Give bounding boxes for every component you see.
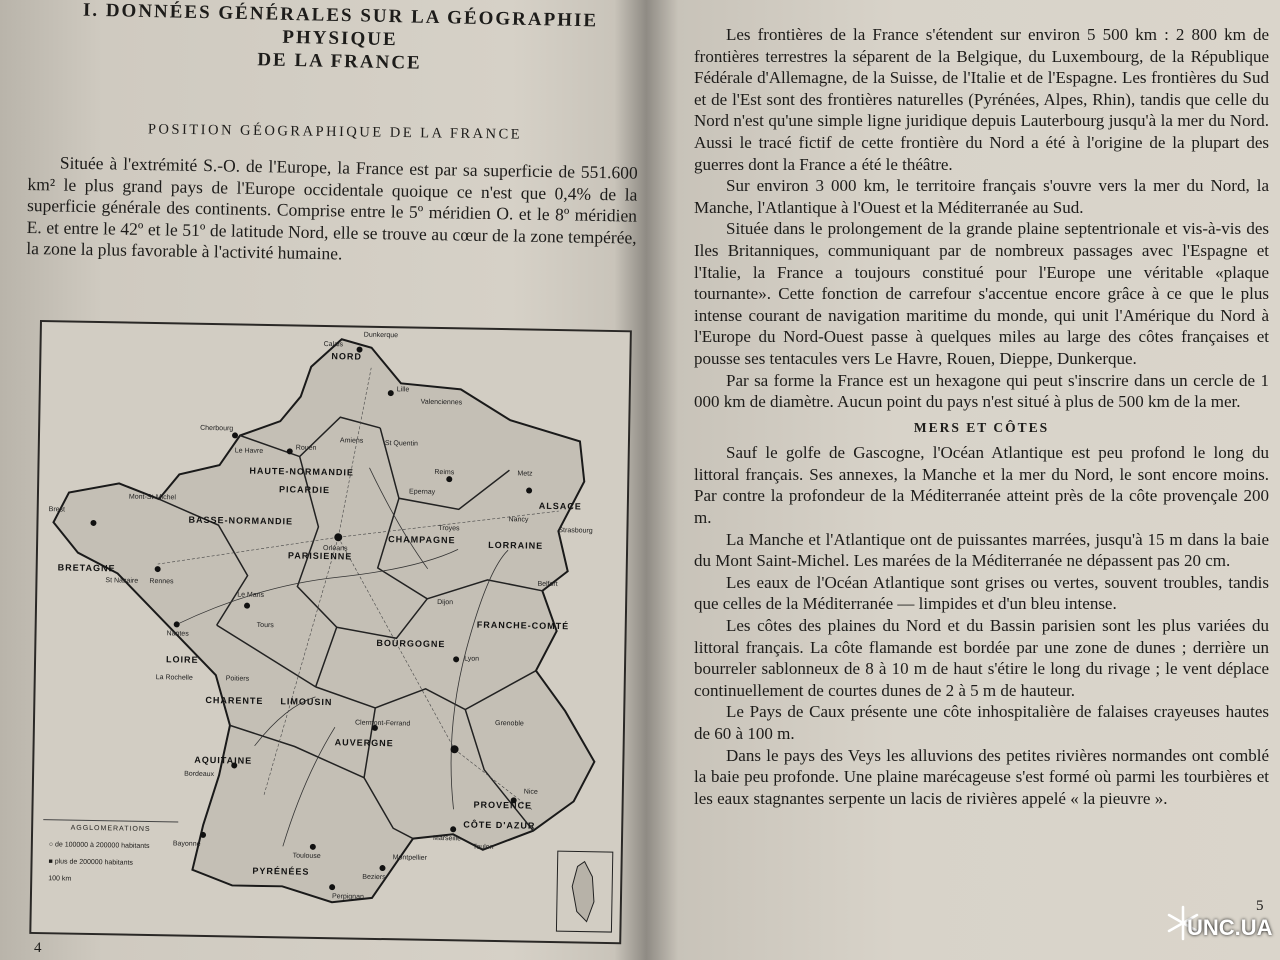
section-title: POSITION GÉOGRAPHIQUE DE LA FRANCE	[147, 121, 523, 143]
city-label-strasbourg: Strasbourg	[558, 527, 593, 535]
city-label-amiens: Amiens	[339, 437, 364, 445]
city-label-belfort: Belfort	[537, 580, 558, 589]
right-paragraph-1: Les frontières de la France s'étendent sur environ 5 500 km : 2 800 km de frontières terrestres la séparent de la Belgique, du Luxembourg, de la République Fédérale d'Allemagne, de la Suisse, de l'Italie et de l'Espagne. Les frontières du Sud et de l'Est sont des frontières naturelles (Pyrénées, Alpes, Rhin), tandis que celle du Nord n'est qu'une simple ligne juridique depuis Lauterbourg jusqu'à la mer du Nord. Aussi le tracé fictif de cette frontière du Nord a été à l'origine de la plupart des guerres dont la France a été le théâtre.	[694, 25, 1269, 174]
city-label-valenciennes: Valenciennes	[420, 398, 463, 407]
region-label-franche-comte: FRANCHE-COMTÉ	[476, 619, 570, 632]
city-label-calais: Calais	[323, 340, 344, 349]
city-label-lyon: Lyon	[464, 655, 480, 663]
city-label-grenoble: Grenoble	[494, 720, 524, 728]
right-paragraph-6: La Manche et l'Atlantique ont de puissantes marrées, jusqu'à 15 m dans la baie du Mont Saint-Michel. Les marées de la Méditerranée ne dépassent pas 20 cm.	[694, 529, 1269, 571]
city-label-le-havre: Le Havre	[234, 447, 264, 455]
legend-scale: 100 km	[48, 875, 72, 883]
city-label-nice: Nice	[523, 788, 538, 796]
left-paragraph: Située à l'extrémité S.-O. de l'Europe, la France est par sa superficie de 551.600 km² le plus grand pays de l'Europe occidentale quoique ce n'est que 0,4% de la superficie générale des continents. Comprise entre le 5º méridien O. et le 8º méridien E. et entre le 42º et le 51º de latitude Nord, elle se trouve au cœur de la zone tempérée, la zone la plus favorable à l'activité humaine.	[26, 152, 638, 264]
city-label-toulouse: Toulouse	[292, 852, 321, 860]
city-label-beziers: Beziers	[362, 873, 386, 882]
watermark-text: UNC.UA	[1187, 915, 1273, 940]
city-label-reims: Reims	[434, 468, 455, 477]
city-label-montpellier: Montpellier	[392, 854, 427, 862]
legend-row-large: ■ plus de 200000 habitants	[48, 858, 134, 867]
city-label-epernay: Epernay	[408, 488, 436, 496]
sub-heading-mers-et-cotes: MERS ET CÔTES	[913, 419, 1050, 435]
chapter-title-line1: I. DONNÉES GÉNÉRALES SUR LA GÉOGRAPHIE PHYSIQUE	[82, 0, 599, 51]
right-paragraph-7: Les eaux de l'Océan Atlantique sont grises ou vertes, souvent troubles, tandis que celles de la Méditerranée — limpides et d'un bleu intense.	[694, 572, 1269, 614]
city-label-metz: Metz	[517, 470, 533, 478]
city-label-perpignan: Perpignan	[331, 893, 364, 901]
right-paragraph-10: Dans le pays des Veys les alluvions des petites rivières normandes ont comblé la baie peu profonde. Une plaine marécageuse s'est formé où parmi les tourbières et les eaux stagnantes serpente un lacis de rivières appelé « la pieuvre ».	[694, 745, 1269, 808]
region-label-champagne: CHAMPAGNE	[388, 534, 456, 546]
city-label-st-quentin: St Quentin	[384, 440, 419, 448]
right-paragraph-2: Sur environ 3 000 km, le territoire français s'ouvre vers la mer du Nord, la Manche, l'Atlantique à l'Ouest et la Méditerranée au Sud.	[694, 176, 1269, 217]
france-map	[29, 320, 632, 944]
city-label-poitiers: Poitiers	[225, 675, 250, 683]
right-paragraph-3: Située dans le prolongement de la grande plaine septentrionale et vis-à-vis des Iles Britanniques, communiquant par de nombreux passages avec l'Espagne et l'Italie, la France a toujours constitué pour l'Europe une véritable «plaque tournante». Cette fonction de carrefour s'accentue encore grâce à ce que le plus intense courant de navigation maritime du monde, qui unit l'Amérique du Nord à l'Europe du Nord-Ouest passe à quelques miles au large des côtes françaises et pousse ses tentacules vers Le Havre, Rouen, Dieppe, Dunkerque.	[694, 219, 1269, 368]
region-label-lorraine: LORRAINE	[488, 539, 544, 551]
city-label-bordeaux: Bordeaux	[184, 770, 215, 779]
city-label-toulon: Toulon	[472, 843, 494, 851]
region-label-provence: PROVENCE	[473, 799, 533, 811]
region-label-bourgogne: BOURGOGNE	[376, 637, 446, 650]
right-paragraph-4: Par sa forme la France est un hexagone qui peut s'inscrire dans un cercle de 1 000 km de diamètre. Aucun point du pays n'est situé à plus de 500 km de la mer.	[694, 370, 1269, 412]
corsica-outline	[572, 861, 595, 921]
chapter-title-line2: DE LA FRANCE	[257, 49, 422, 74]
region-label-cote-d-azur: CÔTE D'AZUR	[463, 819, 536, 831]
right-body-text	[694, 24, 1269, 809]
right-page	[660, 0, 1280, 960]
watermark	[1165, 905, 1277, 955]
region-label-limousin: LIMOUSIN	[280, 696, 333, 708]
city-label-rennes: Rennes	[149, 577, 174, 586]
region-label-aquitaine: AQUITAINE	[194, 754, 253, 766]
city-label-nancy: Nancy	[508, 516, 529, 524]
region-label-nord: NORD	[331, 351, 362, 362]
region-label-pyrenees: PYRÉNÉES	[252, 865, 310, 877]
city-label-tours: Tours	[256, 621, 274, 630]
left-body-text	[26, 152, 638, 270]
legend-title: AGGLOMERATIONS	[70, 824, 151, 834]
region-label-auvergne: AUVERGNE	[334, 737, 394, 749]
city-label-clermont-ferrand: Clermont-Ferrand	[354, 719, 411, 728]
legend-row-medium: ○ de 100000 à 200000 habitants	[48, 841, 150, 850]
city-label-nantes: Nantes	[166, 630, 189, 638]
city-label-marseille: Marseille	[432, 834, 462, 843]
city-label-dunkerque: Dunkerque	[363, 331, 399, 340]
city-label-orleans: Orléans	[322, 544, 348, 553]
region-label-parisienne: PARISIENNE	[287, 550, 353, 562]
city-label-cherbourg: Cherbourg	[200, 424, 234, 433]
region-label-basse-normandie: BASSE-NORMANDIE	[188, 514, 294, 527]
city-label-troyes: Troyes	[438, 524, 460, 533]
right-paragraph-5: Sauf le golfe de Gascogne, l'Océan Atlantique est peu profond le long du littoral français. Ses annexes, la Manche et la mer du Nord, le sont encore moins. Par contre la profondeur de la Méditerranée atteint près de la côte provençale 200 m.	[694, 443, 1269, 528]
chapter-title	[39, 0, 640, 79]
city-label-le-mans: Le Mans	[237, 591, 265, 599]
city-label-rouen: Rouen	[295, 444, 317, 452]
region-label-picardie: PICARDIE	[278, 484, 331, 496]
city-label-mont-st-michel: Mont-St-Michel	[128, 493, 177, 502]
city-label-lille: Lille	[396, 386, 410, 394]
region-label-bretagne: BRETAGNE	[57, 562, 116, 574]
map-legend	[42, 819, 179, 912]
right-paragraph-8: Les côtes des plaines du Nord et du Bassin parisien sont les plus variées du littoral français. La côte flamande est bordée par une zone de dunes ; derrière un bourreler sablonneux de 8 à 10 m de haut s'étire le long du rivage ; le vent déplace continuellement de courtes dunes de 2 à 5 m de hauteur.	[694, 616, 1269, 700]
city-label-dijon: Dijon	[437, 598, 454, 607]
page-number-right: 5	[1256, 898, 1264, 914]
region-label-haute-normandie: HAUTE-NORMANDIE	[249, 465, 354, 478]
city-label-la-rochelle: La Rochelle	[155, 674, 193, 682]
page-number-left: 4	[34, 940, 42, 956]
city-label-bayonne: Bayonne	[172, 840, 201, 848]
region-label-alsace: ALSACE	[538, 500, 582, 512]
region-label-loire: LOIRE	[166, 654, 199, 665]
city-label-brest: Brest	[48, 506, 66, 514]
right-paragraph-9: Le Pays de Caux présente une côte inhospitalière de falaises crayeuses hautes de 60 à 100 m.	[694, 702, 1269, 743]
region-label-charente: CHARENTE	[205, 694, 264, 706]
city-label-st-nazaire: St Nazaire	[105, 577, 139, 585]
